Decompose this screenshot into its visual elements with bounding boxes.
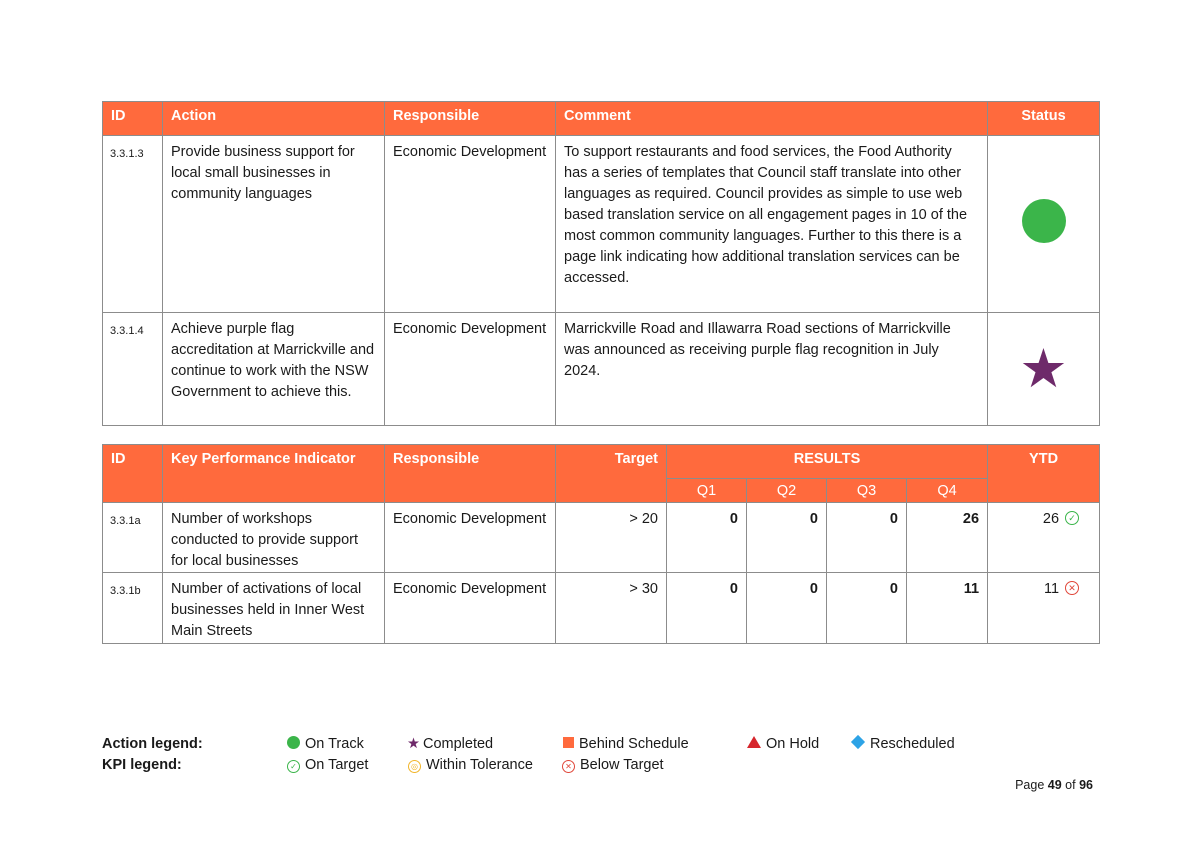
- kpi-row-target: > 30: [556, 573, 667, 644]
- green-circle-icon: [287, 736, 300, 749]
- row-action: Provide business support for local small businesses in community languages: [163, 136, 385, 313]
- tolerance-circle-icon: ◎: [408, 760, 421, 773]
- row-status: [988, 136, 1100, 313]
- kpi-header-responsible: Responsible: [385, 445, 556, 479]
- actions-header-row: [103, 102, 1100, 136]
- kpi-row-kpi: Number of workshops conducted to provide support for local businesses: [163, 503, 385, 573]
- ytd-value: 11: [1043, 581, 1060, 597]
- table-row: [103, 313, 1100, 426]
- kpi-row-responsible: Economic Development: [385, 503, 556, 573]
- star-icon: ★: [407, 736, 420, 752]
- legend-behind-schedule: Behind Schedule: [563, 736, 689, 752]
- kpi-header-q1: Q1: [667, 479, 747, 503]
- kpi-header-kpi: Key Performance Indicator: [163, 445, 385, 479]
- table-row: [103, 573, 1100, 644]
- diamond-icon: [851, 735, 865, 749]
- completed-star-icon: ★: [1019, 339, 1068, 399]
- kpi-header-q3: Q3: [827, 479, 907, 503]
- kpi-row-id: 3.3.1b: [103, 573, 163, 644]
- row-id: 3.3.1.3: [103, 136, 163, 313]
- kpi-subheader-row: [103, 479, 1100, 503]
- kpi-row-q4: 26: [907, 503, 988, 573]
- kpi-header-q4: Q4: [907, 479, 988, 503]
- kpi-legend-title: KPI legend:: [102, 757, 182, 773]
- legend-completed: ★ Completed: [407, 736, 494, 752]
- below-target-icon: ✕: [1065, 581, 1079, 595]
- action-legend-title: Action legend:: [102, 736, 203, 752]
- on-track-icon: [1022, 199, 1066, 243]
- kpi-subheader-blank: [556, 479, 667, 503]
- header-responsible: Responsible: [385, 102, 556, 136]
- row-responsible: Economic Development: [385, 313, 556, 426]
- legend-on-target: ✓ On Target: [287, 757, 368, 773]
- row-responsible: Economic Development: [385, 136, 556, 313]
- legend-below-target: ✕ Below Target: [562, 757, 664, 773]
- table-row: [103, 503, 1100, 573]
- cross-circle-icon: ✕: [562, 760, 575, 773]
- kpi-row-q2: 0: [747, 573, 827, 644]
- kpi-row-kpi: Number of activations of local businesses held in Inner West Main Streets: [163, 573, 385, 644]
- kpi-header-ytd: YTD: [988, 445, 1100, 479]
- kpi-header-q2: Q2: [747, 479, 827, 503]
- ytd-value: 26: [1042, 511, 1060, 527]
- triangle-icon: [747, 736, 761, 748]
- header-status: Status: [988, 102, 1100, 136]
- check-circle-icon: ✓: [287, 760, 300, 773]
- kpi-row-ytd: [988, 573, 1100, 644]
- legend-rescheduled: Rescheduled: [851, 736, 955, 752]
- kpi-header-results: RESULTS: [667, 445, 988, 479]
- kpi-subheader-blank: [385, 479, 556, 503]
- kpi-header-row: [103, 445, 1100, 479]
- kpi-row-q1: 0: [667, 573, 747, 644]
- kpi-subheader-blank: [103, 479, 163, 503]
- kpi-header-target: Target: [556, 445, 667, 479]
- page-current: 49: [1047, 778, 1062, 792]
- kpi-row-responsible: Economic Development: [385, 573, 556, 644]
- legend-within-tolerance: ◎ Within Tolerance: [408, 757, 533, 773]
- kpi-row-q2: 0: [747, 503, 827, 573]
- kpi-row-ytd: [988, 503, 1100, 573]
- row-comment: To support restaurants and food services, the Food Authority has a series of templates that Council staff translate into other languages as required. Council provides as simple to use web based translation service on all engagement pages in 10 of the most common community languages. Further to this there is a page link indicating how additional translation services can be accessed.: [556, 136, 988, 313]
- kpi-row-target: > 20: [556, 503, 667, 573]
- legend-on-track: On Track: [287, 736, 364, 752]
- row-id: 3.3.1.4: [103, 313, 163, 426]
- row-status: [988, 313, 1100, 426]
- legend-on-hold: On Hold: [747, 736, 819, 752]
- table-row: [103, 136, 1100, 313]
- header-id: ID: [103, 102, 163, 136]
- square-icon: [563, 737, 574, 748]
- kpi-header-id: ID: [103, 445, 163, 479]
- kpi-row-q1: 0: [667, 503, 747, 573]
- kpi-row-id: 3.3.1a: [103, 503, 163, 573]
- kpi-table: [102, 444, 1100, 644]
- kpi-row-q3: 0: [827, 503, 907, 573]
- on-target-icon: ✓: [1065, 511, 1079, 525]
- page-number: Page 49 of 96: [1015, 778, 1093, 792]
- kpi-subheader-blank: [988, 479, 1100, 503]
- kpi-row-q3: 0: [827, 573, 907, 644]
- row-comment: Marrickville Road and Illawarra Road sections of Marrickville was announced as receiving purple flag recognition in July 2024.: [556, 313, 988, 426]
- actions-table: [102, 101, 1100, 426]
- header-comment: Comment: [556, 102, 988, 136]
- header-action: Action: [163, 102, 385, 136]
- page-total: 96: [1079, 778, 1093, 792]
- kpi-subheader-blank: [163, 479, 385, 503]
- kpi-row-q4: 11: [907, 573, 988, 644]
- row-action: Achieve purple flag accreditation at Marrickville and continue to work with the NSW Government to achieve this.: [163, 313, 385, 426]
